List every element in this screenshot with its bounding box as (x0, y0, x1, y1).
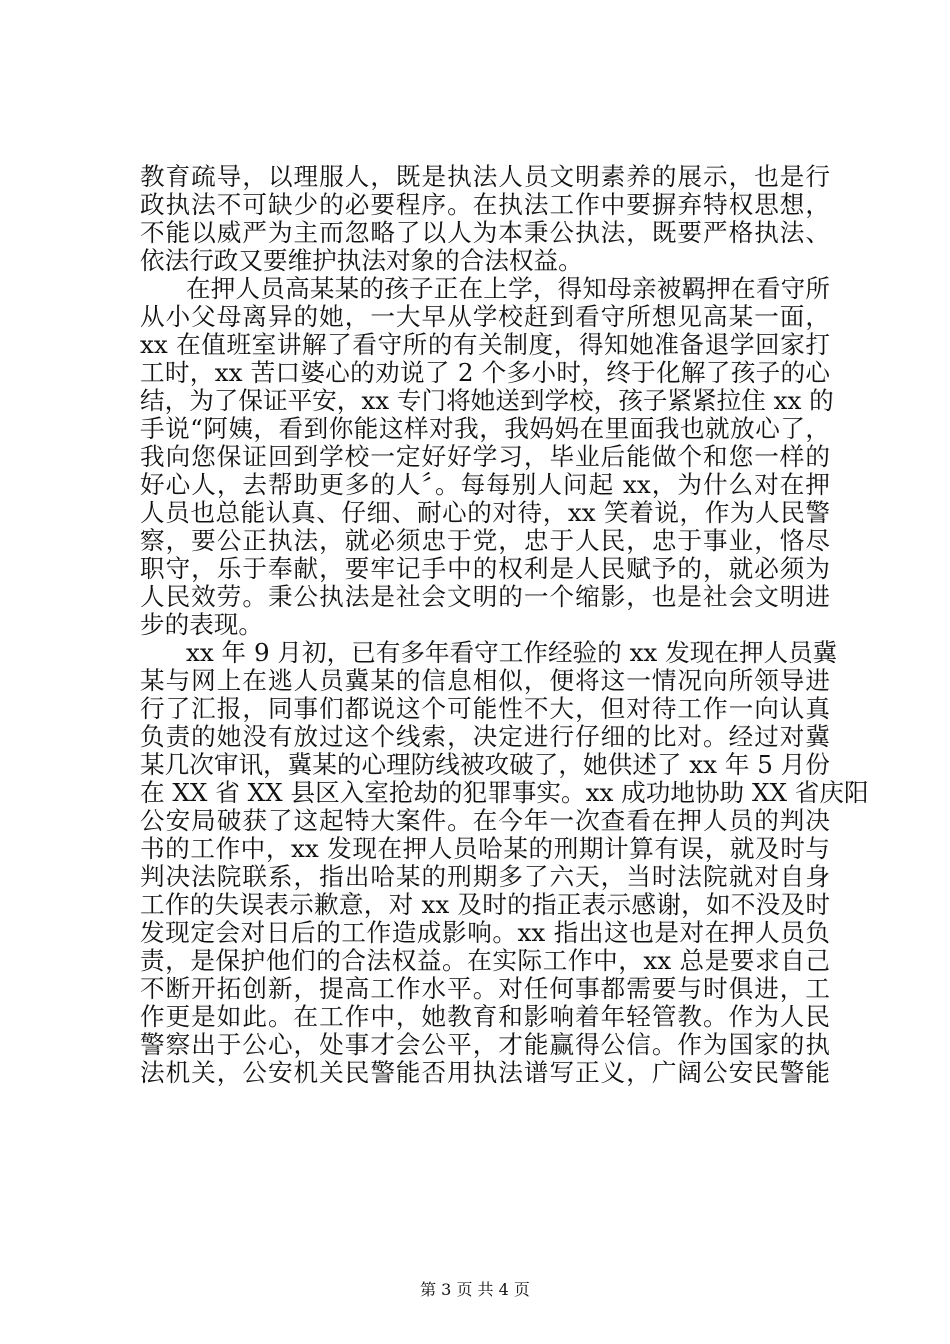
text-line: 人民效劳。秉公执法是社会文明的一个缩影，也是社会文明进 (140, 582, 830, 611)
text-line: 某几次审讯，冀某的心理防线被攻破了，她供述了 xx 年 5 月份 (140, 750, 830, 779)
text-line: 手说“阿姨，看到你能这样对我，我妈妈在里面我也就放心了， (140, 414, 830, 443)
text-line: 工作的失误表示歉意，对 xx 及时的指正表示感谢，如不没及时 (140, 890, 830, 919)
text-line: 从小父母离异的她，一大早从学校赶到看守所想见高某一面， (140, 302, 830, 331)
text-line: 警察出于公心，处事才会公平，才能赢得公信。作为国家的执 (140, 1030, 830, 1059)
text-line: 发现定会对日后的工作造成影响。xx 指出这也是对在押人员负 (140, 918, 830, 947)
page-footer: 第 3 页 共 4 页 (420, 1280, 530, 1299)
text-line: 不能以威严为主而忽略了以人为本秉公执法，既要严格执法、 (140, 218, 830, 247)
text-line: 在 XX 省 XX 县区入室抢劫的犯罪事实。xx 成功地协助 XX 省庆阳 (140, 778, 869, 807)
text-line: 在押人员高某某的孩子正在上学，得知母亲被羁押在看守所 (186, 274, 830, 303)
text-line: 人员也总能认真、仔细、耐心的对待，xx 笑着说，作为人民警 (140, 498, 830, 527)
text-line: 行了汇报，同事们都说这个可能性不大，但对待工作一向认真 (140, 694, 830, 723)
text-line: 公安局破获了这起特大案件。在今年一次查看在押人员的判决 (140, 806, 830, 835)
text-line: 职守，乐于奉献，要牢记手中的权利是人民赋予的，就必须为 (140, 554, 830, 583)
text-line: 结，为了保证平安，xx 专门将她送到学校，孩子紧紧拉住 xx 的 (140, 386, 834, 415)
text-line: 步的表现。 (140, 610, 263, 639)
text-line: xx 在值班室讲解了看守所的有关制度，得知她准备退学回家打 (140, 330, 830, 359)
text-line: 教育疏导，以理服人，既是执法人员文明素养的展示，也是行 (140, 162, 830, 191)
text-line: 依法行政又要维护执法对象的合法权益。 (140, 246, 583, 275)
text-line: 某与网上在逃人员冀某的信息相似，便将这一情况向所领导进 (140, 666, 830, 695)
body-text (140, 162, 869, 1087)
text-line: xx 年 9 月初，已有多年看守工作经验的 xx 发现在押人员冀 (186, 638, 838, 667)
text-line: 判决法院联系，指出哈某的刑期多了六天，当时法院就对自身 (140, 862, 830, 891)
text-line: 负责的她没有放过这个线索，决定进行仔细的比对。经过对冀 (140, 722, 830, 751)
text-line: 法机关，公安机关民警能否用执法谱写正义，广阔公安民警能 (140, 1058, 830, 1087)
text-line: 工时，xx 苦口婆心的劝说了 2 个多小时，终于化解了孩子的心 (140, 358, 830, 387)
text-line: 不断开拓创新，提高工作水平。对任何事都需要与时俱进，工 (140, 974, 830, 1003)
text-line: 我向您保证回到学校一定好好学习，毕业后能做个和您一样的 (140, 442, 830, 471)
text-line: 书的工作中，xx 发现在押人员哈某的刑期计算有误，就及时与 (140, 834, 830, 863)
text-line: 察，要公正执法，就必须忠于党，忠于人民，忠于事业，恪尽 (140, 526, 830, 555)
text-line: 责，是保护他们的合法权益。在实际工作中，xx 总是要求自己 (140, 946, 830, 975)
text-line: 政执法不可缺少的必要程序。在执法工作中要摒弃特权思想， (140, 190, 830, 219)
text-line: 作更是如此。在工作中，她教育和影响着年轻管教。作为人民 (140, 1002, 830, 1031)
text-line: 好心人，去帮助更多的人〞。每每别人问起 xx，为什么对在押 (140, 470, 830, 499)
